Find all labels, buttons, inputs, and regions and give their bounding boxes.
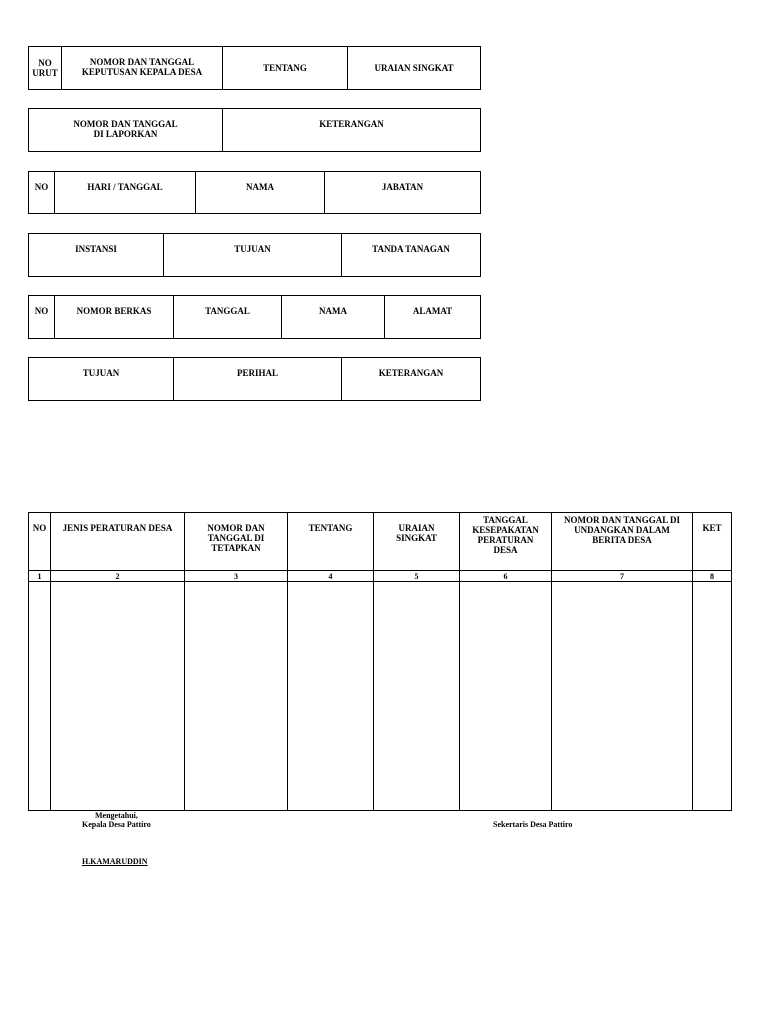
column-header: NO [29,513,51,571]
column-number: 8 [693,571,732,582]
header-cell: JABATAN [381,182,424,192]
header-cell: NOMOR DAN TANGGAL DI LAPORKAN [29,109,223,151]
header-cell: NOMOR BERKAS [55,296,174,338]
header-cell: NO [29,172,55,213]
header-cell: HARI / TANGGAL [55,172,196,213]
header-cell: TUJUAN [29,358,174,400]
header-cell: INSTANSI [29,234,164,276]
peraturan-desa-register-table [28,512,732,811]
column-number: 4 [288,571,374,582]
column-header: NOMOR DAN TANGGAL DI UNDANGKAN DALAM BERITA DESA [552,513,693,571]
column-header: NOMOR DAN TANGGAL DI TETAPKAN [185,513,288,571]
table-body-row [29,582,732,811]
header-cell: TENTANG [223,47,348,89]
column-number: 2 [51,571,185,582]
signature-title-kepala-desa: Kepala Desa Pattiro [82,820,151,829]
header-cell: NO [29,296,55,338]
header-cell: NOMOR DAN TANGGAL KEPUTUSAN KEPALA DESA [62,47,223,89]
header-cell: NAMA [282,296,385,338]
column-header: TANGGAL KESEPAKATAN PERATURAN DESA [460,513,552,571]
signature-title-sekertaris: Sekertaris Desa Pattiro [493,820,573,829]
empty-cell [185,582,288,811]
register-header-instansi [28,233,481,277]
header-cell: TUJUAN [164,234,342,276]
column-number: 5 [374,571,460,582]
empty-cell [51,582,185,811]
register-header-surat [28,357,481,401]
register-header-laporan [28,108,481,152]
header-cell: TANGGAL [174,296,282,338]
empty-cell [374,582,460,811]
register-header-tamu [28,171,481,214]
column-header: KET [693,513,732,571]
column-number: 6 [460,571,552,582]
empty-cell [288,582,374,811]
empty-cell [693,582,732,811]
header-cell: URAIAN SINGKAT [374,63,454,73]
column-number-row [29,571,732,582]
header-cell: KETERANGAN [378,368,444,378]
column-number: 7 [552,571,693,582]
table-header-row [29,513,732,571]
header-cell: TANDA TANAGAN [372,244,450,254]
column-number: 1 [29,571,51,582]
header-cell: KETERANGAN [319,119,384,129]
empty-cell [460,582,552,811]
column-header: JENIS PERATURAN DESA [51,513,185,571]
header-cell: PERIHAL [174,358,342,400]
header-cell: NO URUT [29,47,62,89]
register-header-keputusan [28,46,481,90]
header-cell: ALAMAT [412,306,453,316]
signature-label-mengetahui: Mengetahui, [95,811,138,820]
header-cell: NAMA [196,172,325,213]
column-header: TENTANG [288,513,374,571]
column-number: 3 [185,571,288,582]
empty-cell [552,582,693,811]
signature-name: H.KAMARUDDIN [82,857,148,866]
column-header: URAIAN SINGKAT [374,513,460,571]
empty-cell [29,582,51,811]
register-header-berkas [28,295,481,339]
